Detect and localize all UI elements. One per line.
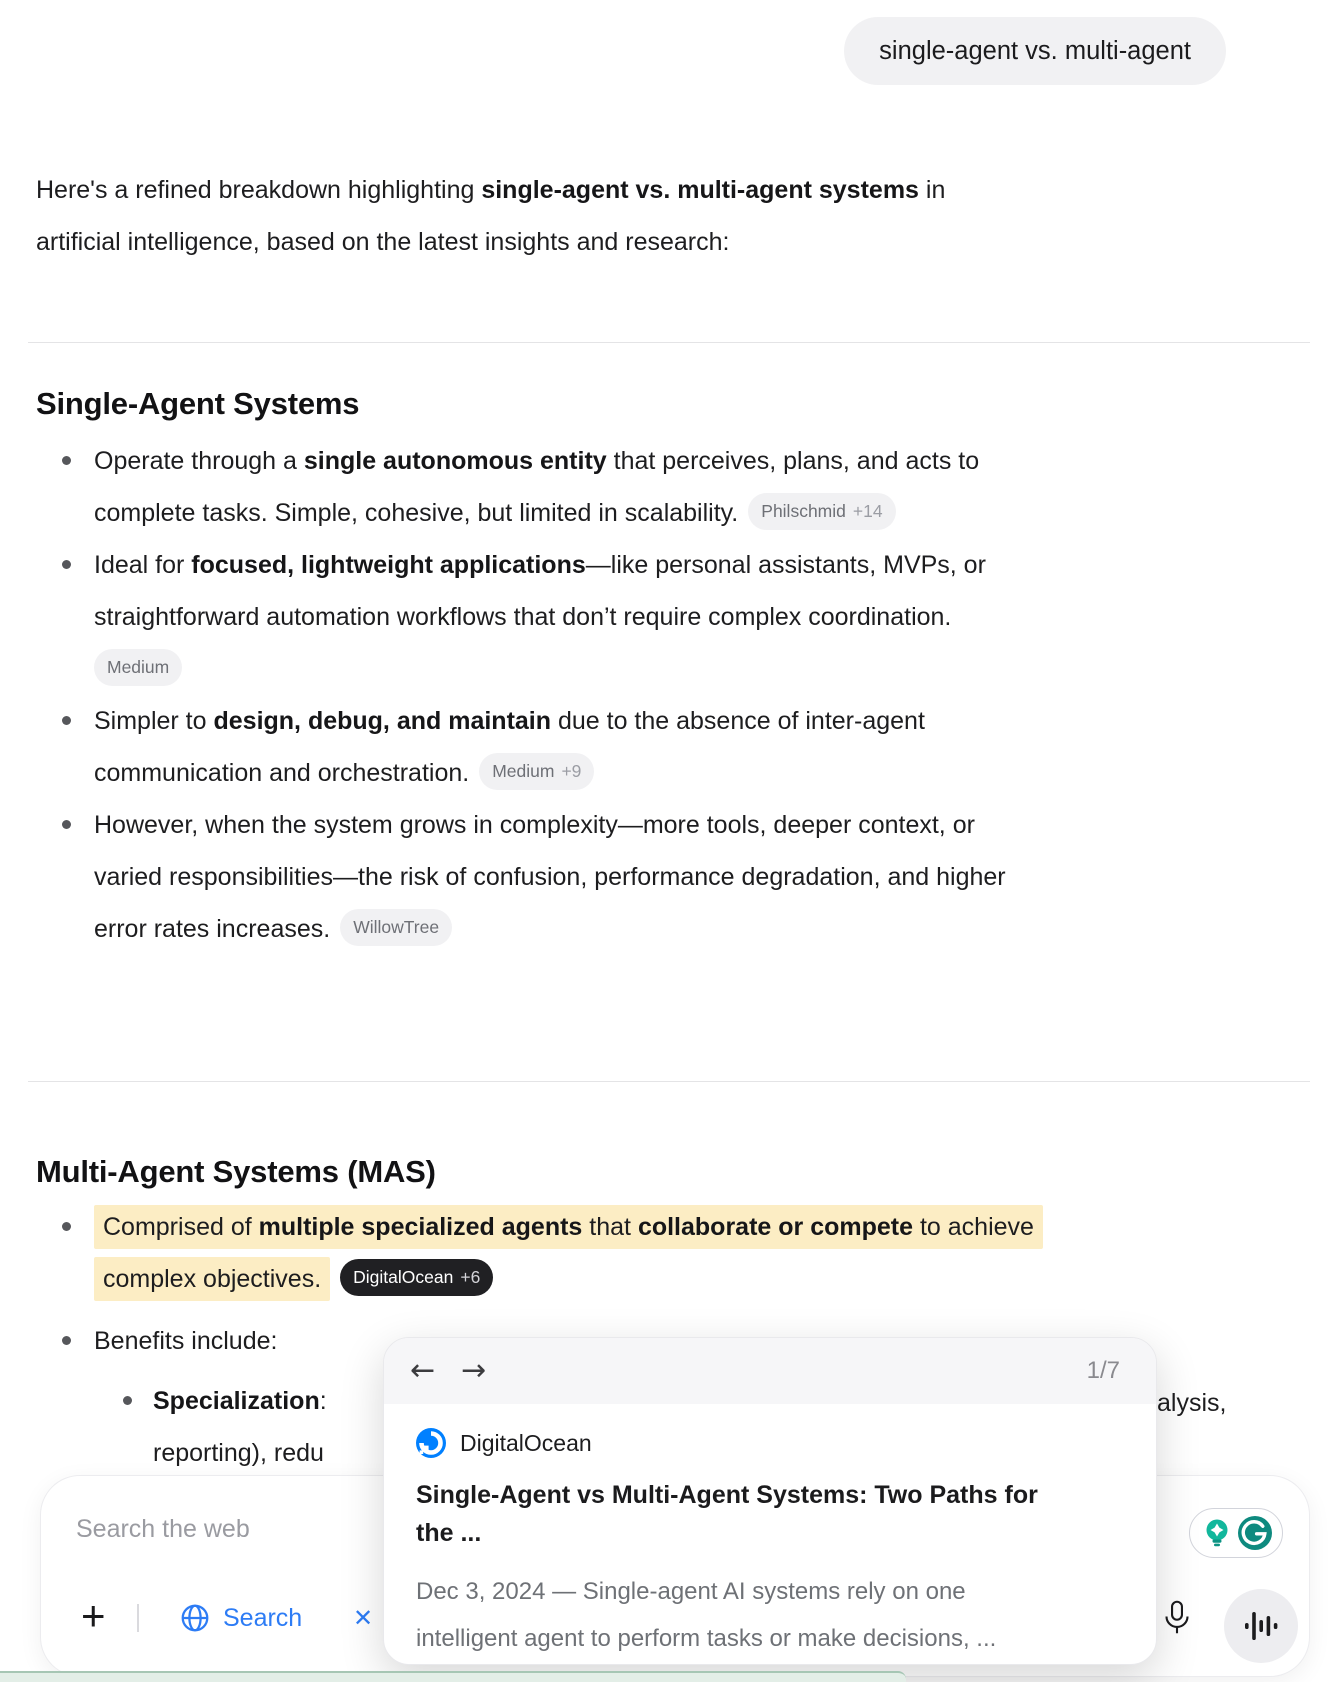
source-name: DigitalOcean bbox=[460, 1429, 592, 1456]
globe-icon[interactable] bbox=[179, 1602, 211, 1634]
bullet-text: straightforward automation workflows that don’t require complex coordination. bbox=[94, 603, 952, 631]
citation-count: +9 bbox=[561, 761, 582, 781]
list-item bbox=[36, 435, 1226, 539]
bullet-text: —like personal assistants, MVPs, or bbox=[585, 551, 986, 579]
back-arrow-icon[interactable]: ← bbox=[410, 1353, 436, 1388]
forward-arrow-icon[interactable]: → bbox=[461, 1353, 487, 1388]
citation-title[interactable] bbox=[416, 1476, 1116, 1552]
bullet-text: Benefits include: bbox=[94, 1327, 278, 1355]
waveform-icon bbox=[1240, 1606, 1282, 1646]
bullet-bold: collaborate or compete bbox=[637, 1213, 914, 1241]
divider bbox=[28, 342, 1310, 343]
bullet-text: that bbox=[582, 1213, 638, 1241]
bullet-text: : bbox=[319, 1387, 327, 1415]
citation-popup-body bbox=[384, 1404, 1156, 1662]
search-mode-label[interactable]: Search bbox=[223, 1604, 303, 1632]
divider bbox=[137, 1604, 139, 1632]
bullet-text: communication and orchestration. bbox=[94, 759, 470, 787]
intro-text: in bbox=[918, 176, 946, 204]
bullet-text: complex objectives. bbox=[103, 1265, 322, 1293]
bullet-bold: design, debug, and maintain bbox=[213, 707, 552, 735]
citation-badge[interactable] bbox=[748, 493, 895, 530]
intro-bold: single-agent vs. multi-agent systems bbox=[481, 176, 919, 204]
citation-snippet bbox=[416, 1568, 1116, 1662]
single-agent-list bbox=[36, 435, 1226, 955]
citation-snippet-line: Dec 3, 2024 — Single-agent AI systems rely on one bbox=[416, 1578, 966, 1605]
citation-count: +6 bbox=[460, 1267, 481, 1287]
close-icon[interactable]: ✕ bbox=[353, 1604, 374, 1632]
section-heading-multi-agent: Multi-Agent Systems (MAS) bbox=[36, 1154, 436, 1189]
citation-counter: 1/7 bbox=[1086, 1357, 1120, 1384]
bullet-text: Simpler to bbox=[94, 707, 214, 735]
user-query-bubble: single-agent vs. multi-agent bbox=[844, 17, 1226, 85]
bullet-text: Ideal for bbox=[94, 551, 192, 579]
list-item bbox=[36, 799, 1226, 955]
citation-popup-header bbox=[384, 1338, 1156, 1404]
voice-waveform-button[interactable] bbox=[1224, 1589, 1298, 1663]
browser-extensions-pill[interactable] bbox=[1189, 1508, 1283, 1558]
add-button[interactable]: + bbox=[81, 1592, 106, 1639]
citation-popup bbox=[383, 1337, 1157, 1665]
bullet-bold: single autonomous entity bbox=[303, 447, 607, 475]
section-heading-single-agent: Single-Agent Systems bbox=[36, 386, 360, 421]
intro-text: artificial intelligence, based on the latest insights and research: bbox=[36, 228, 730, 256]
bullet-text: varied responsibilities—the risk of confusion, performance degradation, and higher bbox=[94, 863, 1006, 891]
bullet-bold: Specialization bbox=[153, 1387, 320, 1415]
bullet-text: Comprised of bbox=[103, 1213, 259, 1241]
citation-source: DigitalOcean bbox=[353, 1267, 454, 1287]
bullet-text: complete tasks. Simple, cohesive, but limited in scalability. bbox=[94, 499, 739, 527]
citation-source: WillowTree bbox=[353, 917, 440, 937]
citation-count: +14 bbox=[852, 501, 883, 521]
citation-badge[interactable] bbox=[94, 649, 182, 686]
citation-badge[interactable] bbox=[340, 909, 452, 946]
highlighted-text bbox=[94, 1205, 1043, 1249]
bullet-text: reporting), redu bbox=[153, 1439, 324, 1467]
citation-title-line: Single-Agent vs Multi-Agent Systems: Two Paths for bbox=[416, 1481, 1038, 1509]
intro-paragraph bbox=[36, 164, 1226, 268]
bullet-text: Operate through a bbox=[94, 447, 304, 475]
list-item bbox=[36, 1201, 1226, 1305]
citation-title-line: the ... bbox=[416, 1519, 482, 1547]
bullet-text: due to the absence of inter-agent bbox=[551, 707, 925, 735]
citation-source: Medium bbox=[107, 657, 170, 677]
grammarly-icon bbox=[1237, 1515, 1273, 1551]
bullet-bold: multiple specialized agents bbox=[258, 1213, 583, 1241]
bottom-sheet-edge bbox=[0, 1671, 906, 1682]
list-item bbox=[36, 695, 1226, 799]
microphone-icon[interactable] bbox=[1159, 1596, 1195, 1642]
lightbulb-extension-icon bbox=[1199, 1515, 1235, 1551]
list-item bbox=[36, 539, 1226, 695]
source-row[interactable] bbox=[416, 1426, 1124, 1460]
citation-snippet-line: intelligent agent to perform tasks or make decisions, ... bbox=[416, 1625, 997, 1652]
bullet-bold: focused, lightweight applications bbox=[191, 551, 586, 579]
highlighted-text bbox=[94, 1257, 330, 1301]
bullet-text: However, when the system grows in complexity—more tools, deeper context, or bbox=[94, 811, 975, 839]
intro-text: Here's a refined breakdown highlighting bbox=[36, 176, 482, 204]
digitalocean-logo-icon bbox=[416, 1428, 446, 1458]
divider bbox=[28, 1081, 1310, 1082]
bullet-text: to achieve bbox=[913, 1213, 1034, 1241]
bullet-text-fragment: alysis, bbox=[1157, 1389, 1227, 1417]
citation-source: Philschmid bbox=[761, 501, 846, 521]
citation-badge-selected[interactable] bbox=[340, 1259, 493, 1296]
answer-content bbox=[36, 0, 1226, 1479]
bullet-text: that perceives, plans, and acts to bbox=[606, 447, 980, 475]
bullet-text: error rates increases. bbox=[94, 915, 331, 943]
citation-source: Medium bbox=[492, 761, 555, 781]
citation-badge[interactable] bbox=[479, 753, 594, 790]
